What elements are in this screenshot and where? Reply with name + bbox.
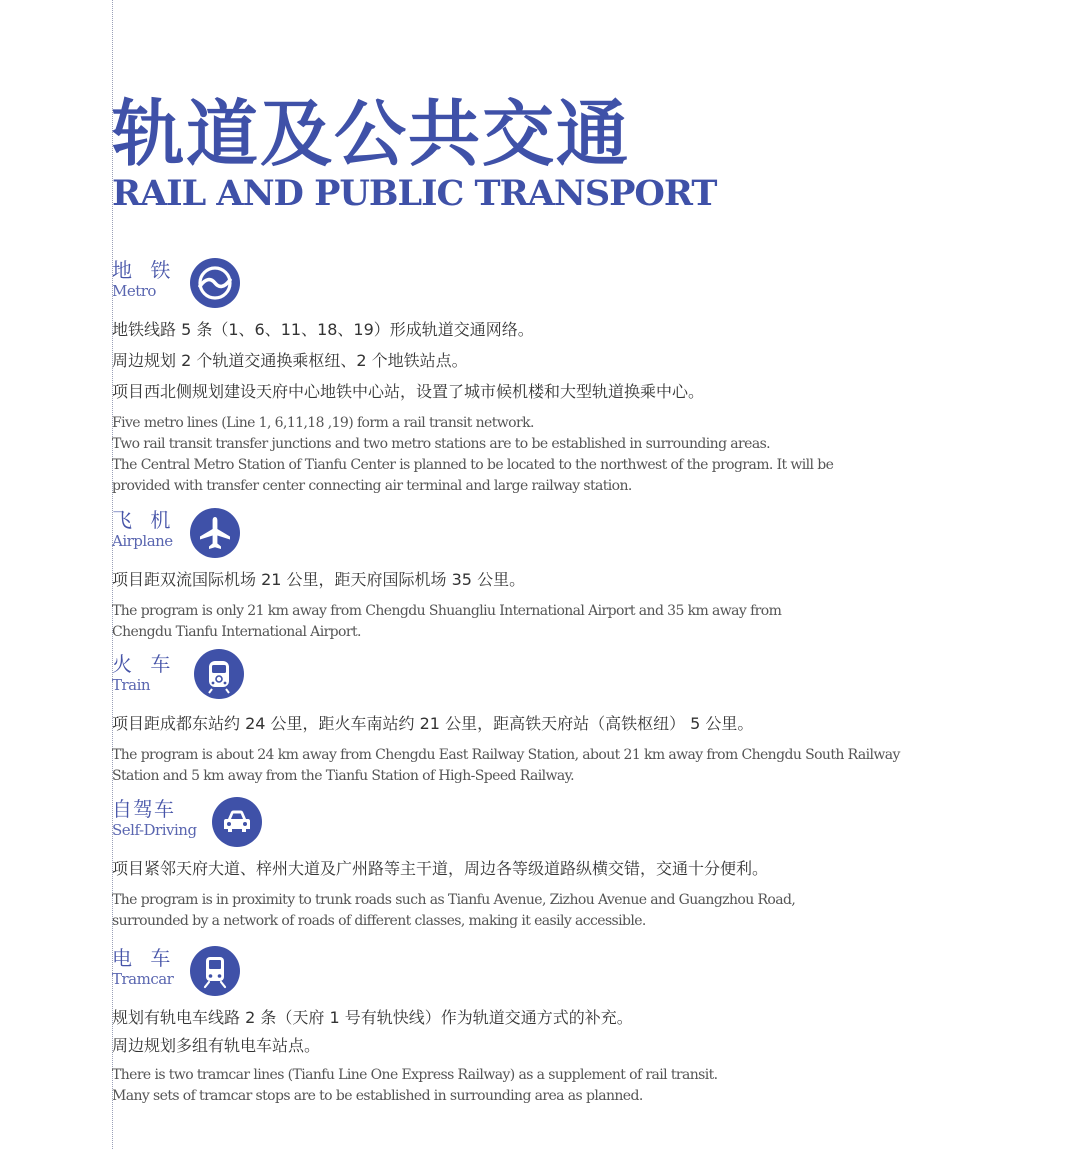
tramcar-label-cn: 电 车 [112, 946, 177, 970]
airplane-icon [190, 508, 240, 558]
train-label-en: Train [112, 676, 151, 694]
metro-label-cn: 地 铁 [112, 258, 177, 282]
train-en-line-1: The program is about 24 km away from Chengdu East Railway Station, about 21 km away from Chengdu South Railway [112, 747, 900, 763]
metro-cn-line-2: 周边规划 2 个轨道交通换乘枢纽、2 个地铁站点。 [112, 351, 468, 370]
car-icon [212, 797, 262, 847]
metro-label-en: Metro [112, 282, 156, 300]
section-metro [112, 258, 912, 497]
train-label-cn: 火 车 [112, 652, 177, 676]
driving-label-cn: 自驾车 [112, 797, 175, 821]
airplane-label-en: Airplane [112, 532, 173, 550]
airplane-cn-line-1: 项目距双流国际机场 21 公里，距天府国际机场 35 公里。 [112, 570, 526, 589]
tramcar-cn-line-1: 规划有轨电车线路 2 条（天府 1 号有轨快线）作为轨道交通方式的补充。 [112, 1008, 633, 1027]
airplane-en-line-2: Chengdu Tianfu International Airport. [112, 624, 361, 640]
train-icon [194, 649, 244, 699]
metro-cn-line-3: 项目西北侧规划建设天府中心地铁中心站，设置了城市候机楼和大型轨道换乘中心。 [112, 382, 705, 401]
tramcar-en-line-1: There is two tramcar lines (Tianfu Line One Express Railway) as a supplement of rail transit. [112, 1067, 718, 1083]
section-airplane [112, 508, 912, 643]
metro-en-line-2: Two rail transit transfer junctions and two metro stations are to be established in surrounding areas. [112, 436, 771, 452]
metro-en-line-4: provided with transfer center connecting air terminal and large railway station. [112, 478, 632, 494]
tramcar-cn-line-2: 周边规划多组有轨电车站点。 [112, 1036, 321, 1055]
driving-en-line-2: surrounded by a network of roads of different classes, making it easily accessible. [112, 913, 646, 929]
tramcar-label-en: Tramcar [112, 970, 174, 988]
driving-label-en: Self-Driving [112, 821, 197, 839]
tramcar-icon [190, 946, 240, 996]
driving-cn-line-1: 项目紧邻天府大道、梓州大道及广州路等主干道，周边各等级道路纵横交错，交通十分便利。 [112, 859, 769, 878]
airplane-en-line-1: The program is only 21 km away from Chengdu Shuangliu International Airport and 35 km away from [112, 603, 782, 619]
tramcar-en-line-2: Many sets of tramcar stops are to be established in surrounding area as planned. [112, 1088, 643, 1104]
section-train [112, 652, 912, 787]
page-title-en: RAIL AND PUBLIC TRANSPORT [112, 173, 717, 214]
train-en-line-2: Station and 5 km away from the Tianfu Station of High-Speed Railway. [112, 768, 574, 784]
metro-en-line-3: The Central Metro Station of Tianfu Center is planned to be located to the northwest of the program. It will be [112, 457, 834, 473]
section-tramcar [112, 946, 912, 1107]
airplane-label-cn: 飞 机 [112, 508, 177, 532]
train-cn-line-1: 项目距成都东站约 24 公里，距火车南站约 21 公里，距高铁天府站（高铁枢纽） 5 公里。 [112, 714, 754, 733]
driving-en-line-1: The program is in proximity to trunk roads such as Tianfu Avenue, Zizhou Avenue and Guangzhou Road, [112, 892, 796, 908]
page-title-cn: 轨道及公共交通 [112, 92, 631, 176]
metro-logo-icon [190, 258, 240, 308]
metro-en-line-1: Five metro lines (Line 1, 6,11,18 ,19) form a rail transit network. [112, 415, 534, 431]
metro-cn-line-1: 地铁线路 5 条（1、6、11、18、19）形成轨道交通网络。 [112, 320, 534, 339]
section-driving [112, 797, 912, 932]
